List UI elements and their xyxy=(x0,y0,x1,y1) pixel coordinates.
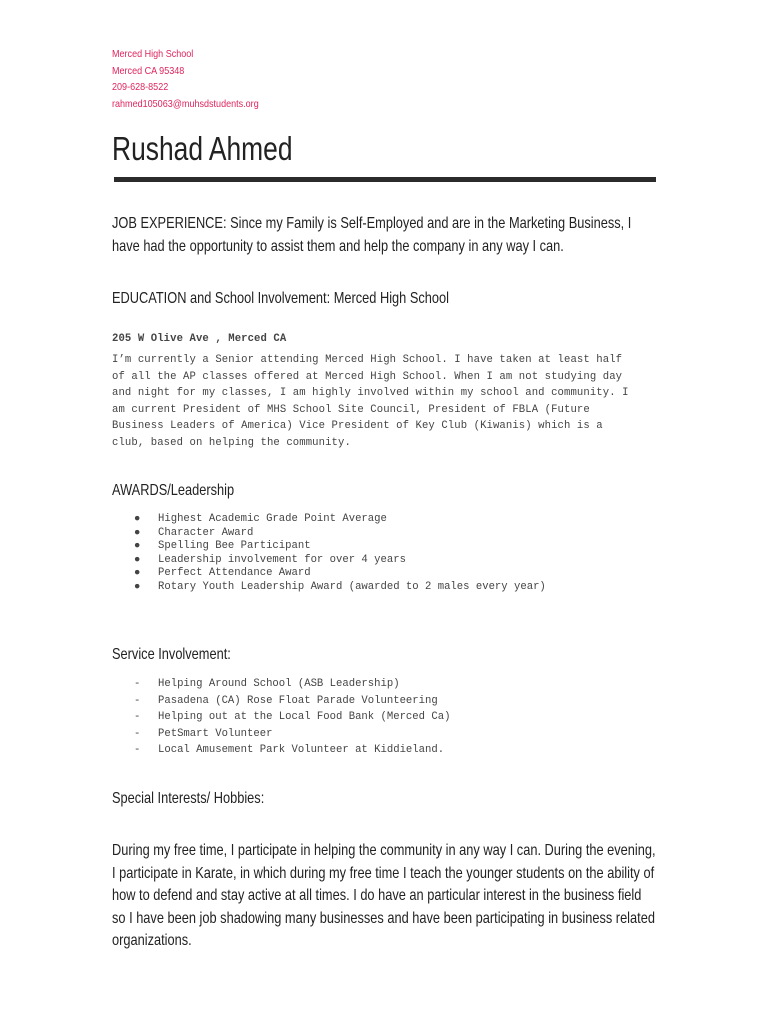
list-item: ● Highest Academic Grade Point Average xyxy=(134,513,387,525)
service-heading: Service Involvement: xyxy=(112,646,231,663)
list-item: ● Spelling Bee Participant xyxy=(134,540,311,553)
interests-heading: Special Interests/ Hobbies: xyxy=(112,790,265,807)
list-item: - Local Amusement Park Volunteer at Kiddieland. xyxy=(134,742,450,759)
list-item: - PetSmart Volunteer xyxy=(134,726,450,743)
list-item: ● Rotary Youth Leadership Award (awarded to 2 males every year) xyxy=(134,580,546,593)
contact-email: rahmed105063@muhsdstudents.org xyxy=(112,97,259,110)
education-address: 205 W Olive Ave , Merced CA xyxy=(112,333,287,345)
list-item: - Helping out at the Local Food Bank (Merced Ca) xyxy=(134,709,450,726)
list-item: - Helping Around School (ASB Leadership) xyxy=(134,676,450,693)
awards-heading: AWARDS/Leadership xyxy=(112,482,235,499)
bullet-icon: ● xyxy=(134,540,141,553)
education-heading: EDUCATION and School Involvement: Merced High School xyxy=(112,290,449,307)
list-item: ● Character Award xyxy=(134,526,254,539)
dash-icon: - xyxy=(134,678,141,690)
contact-school: Merced High School xyxy=(112,48,194,60)
contact-phone: 209-628-8522 xyxy=(112,81,169,93)
job-experience-paragraph: JOB EXPERIENCE: Since my Family is Self-Employed and are in the Marketing Business, I have had the opportunity to assist them and help the company in any way I can. xyxy=(112,215,632,255)
list-item: ● Leadership involvement for over 4 years xyxy=(134,553,406,566)
interests-paragraph: During my free time, I participate in helping the community in any way I can. During the evening, I participate in Karate, in which during my free time I teach the younger students on the ability of how to defend and stay active at all times. I do have an particular interest in the business field so I have been job shadowing many businesses and have been participating in business related organizations. xyxy=(112,842,656,950)
service-list xyxy=(134,676,450,759)
dash-icon: - xyxy=(134,694,141,707)
bullet-icon: ● xyxy=(134,553,141,566)
bullet-icon: ● xyxy=(134,526,141,539)
title-divider xyxy=(114,177,656,182)
bullet-icon: ● xyxy=(134,567,141,580)
list-item: - Pasadena (CA) Rose Float Parade Volunteering xyxy=(134,693,450,710)
education-paragraph: I’m currently a Senior attending Merced High School. I have taken at least half of all the AP classes offered at Merced High School. When I am not studying day and night for my classes, I am highly involved within my school and community. I am current President of MHS School Site Council, President of FBLA (Future Business Leaders of America) Vice President of Key Club (Kiwanis) which is a club, based on helping the community. xyxy=(112,354,629,449)
dash-icon: - xyxy=(134,744,141,756)
bullet-icon: ● xyxy=(134,580,141,593)
bullet-icon: ● xyxy=(134,513,141,525)
list-item: ● Perfect Attendance Award xyxy=(134,567,311,580)
awards-list xyxy=(134,513,546,595)
dash-icon: - xyxy=(134,711,141,723)
dash-icon: - xyxy=(134,727,141,740)
contact-city: Merced CA 95348 xyxy=(112,64,185,77)
contact-block xyxy=(112,46,283,112)
resume-name: Rushad Ahmed xyxy=(112,130,293,167)
